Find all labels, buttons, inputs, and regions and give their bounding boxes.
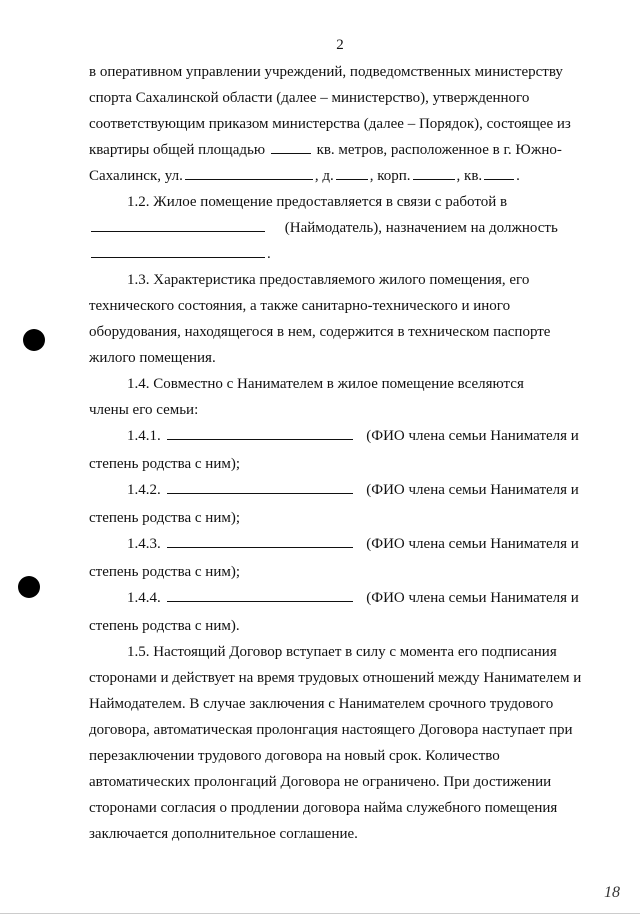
family-member-1: 1.4.1. (ФИО члена семьи Нанимателя и (127, 428, 579, 444)
text-line: соответствующим приказом министерства (далее – Порядок), состоящее из (89, 116, 571, 132)
text-line: технического состояния, а также санитарно-технического и иного (89, 298, 511, 314)
text-line: степень родства с ним); (89, 456, 240, 472)
punch-hole (23, 329, 45, 351)
blank-field (413, 167, 455, 180)
text-line: степень родства с ним). (89, 618, 240, 634)
family-member-2: 1.4.2. (ФИО члена семьи Нанимателя и (127, 482, 579, 498)
text-line: . (89, 245, 595, 263)
text-line: сторонами и действует на время трудовых отношений между Нанимателем и (89, 670, 582, 686)
text-line: договора, автоматическая пролонгация настоящего Договора наступает при (89, 722, 573, 738)
text-line: жилого помещения. (89, 350, 216, 366)
text-line: квартиры общей площадью кв. метров, расположенное в г. Южно- (89, 142, 562, 158)
family-member-3: 1.4.3. (ФИО члена семьи Нанимателя и (127, 536, 579, 552)
blank-field (336, 167, 368, 180)
text-line: автоматических пролонгаций Договора не ограничено. При достижении (89, 774, 552, 790)
blank-field (185, 167, 313, 180)
blank-field (91, 245, 265, 258)
text-line: Наймодателем. В случае заключения с Нанимателем срочного трудового (89, 696, 554, 712)
text-line: степень родства с ним); (89, 510, 240, 526)
text-line: степень родства с ним); (89, 564, 240, 580)
text-line: сторонами согласия о продлении договора найма служебного помещения (89, 800, 558, 816)
blank-field (167, 535, 353, 548)
blank-field (484, 167, 514, 180)
text-line: оборудования, находящегося в нем, содержится в техническом паспорте (89, 324, 551, 340)
paragraph-1-3: 1.3. Характеристика предоставляемого жилого помещения, его (127, 272, 530, 288)
text-line: в оперативном управлении учреждений, подведомственных министерству (89, 64, 563, 80)
blank-field (167, 481, 353, 494)
text-line: члены его семьи: (89, 402, 199, 418)
blank-field (91, 219, 265, 232)
text-line: спорта Сахалинской области (далее – министерство), утвержденного (89, 90, 530, 106)
blank-field (167, 589, 353, 602)
text-line: перезаключении трудового договора на новый срок. Количество (89, 748, 500, 764)
paragraph-1-5: 1.5. Настоящий Договор вступает в силу с момента его подписания (127, 644, 557, 660)
paragraph-1-2: 1.2. Жилое помещение предоставляется в связи с работой в (127, 194, 508, 210)
punch-hole (18, 576, 40, 598)
paragraph-1-4: 1.4. Совместно с Нанимателем в жилое помещение вселяются (127, 376, 524, 392)
blank-field (271, 141, 311, 154)
family-member-4: 1.4.4. (ФИО члена семьи Нанимателя и (127, 590, 579, 606)
text-line: Сахалинск, ул. , д. , корп. , кв. . (89, 168, 520, 184)
blank-field (167, 427, 353, 440)
text-line: (Наймодатель), назначением на должность (89, 219, 595, 237)
text-line: заключается дополнительное соглашение. (89, 826, 358, 842)
handwritten-page-number: 18 (604, 884, 620, 901)
page-edge (0, 913, 640, 914)
page-number: 2 (336, 37, 344, 53)
